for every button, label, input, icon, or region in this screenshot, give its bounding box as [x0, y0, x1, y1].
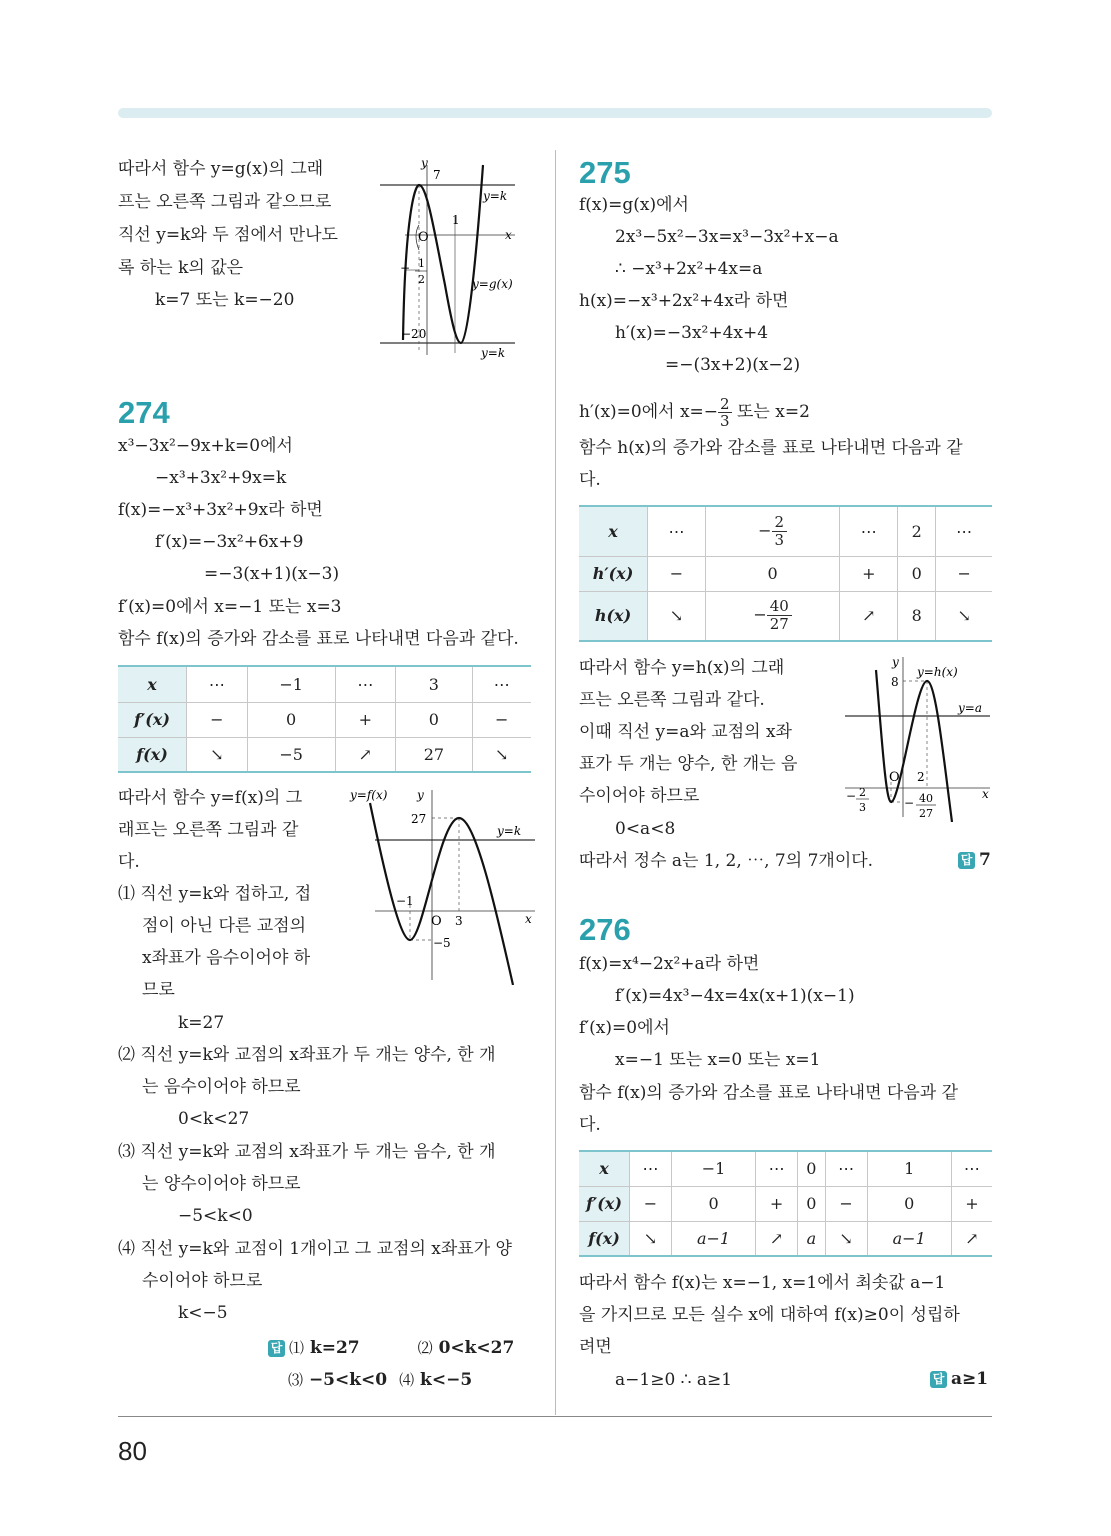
text: h′(x)=0에서 x=− [579, 402, 719, 422]
answer-label: ⑷ [399, 1371, 415, 1389]
table-cell: f(x) [118, 737, 187, 772]
label-half-den: 2 [418, 273, 425, 286]
y-axis-label: y [417, 788, 424, 802]
solution-line: 따라서 함수 y=h(x)의 그래 [579, 658, 785, 678]
frac-den: 3 [859, 801, 866, 814]
table-cell: ⋯ [840, 506, 898, 556]
label-2: 2 [917, 770, 925, 784]
table-cell-frac [705, 591, 839, 641]
case-result: 0<k<27 [178, 1109, 250, 1129]
solution-line: 래프는 오른쪽 그림과 같 [118, 820, 299, 840]
label-3: 3 [455, 914, 463, 928]
solution-line: 2x³−5x²−3x=x³−3x²+x−a [615, 227, 839, 247]
answer-value: a≥1 [951, 1369, 989, 1389]
table-cell: ↘ [472, 737, 531, 772]
table-cell: ↗ [756, 1221, 798, 1256]
table-cell: ↘ [630, 1221, 672, 1256]
solution-line: −x³+3x²+9x=k [155, 468, 287, 488]
neg: − [758, 520, 772, 540]
case-line: 는 음수이어야 하므로 [142, 1077, 301, 1097]
graph-f-274 [345, 785, 540, 985]
table-cell: ↘ [187, 737, 248, 772]
table-cell: ⋯ [756, 1151, 798, 1186]
answer-value: 0<k<27 [438, 1338, 515, 1358]
table-cell: ⋯ [630, 1151, 672, 1186]
x-axis-label: x [525, 912, 532, 926]
table-cell: − [630, 1186, 672, 1221]
frac-den: 3 [720, 412, 730, 430]
label-7: 7 [433, 168, 441, 182]
y-axis-label: y [421, 156, 428, 170]
solution-line: f(x)=x⁴−2x²+a라 하면 [579, 954, 760, 974]
label-y-k: y=k [497, 824, 522, 838]
solution-line: 다. [579, 1115, 601, 1135]
solution-line: f′(x)=4x³−4x=4x(x+1)(x−1) [615, 986, 855, 1006]
table-cell: ⋯ [472, 666, 531, 702]
intro-result: k=7 또는 k=−20 [155, 290, 295, 310]
table-cell: 0 [798, 1151, 826, 1186]
answer-label: ⑶ [288, 1371, 304, 1389]
table-cell: − [187, 702, 248, 737]
table-cell: −5 [247, 737, 335, 772]
frac-num: 2 [720, 395, 730, 413]
table-cell: + [840, 556, 898, 591]
answer-276 [930, 1369, 988, 1389]
case-result: −5<k<0 [178, 1206, 253, 1226]
intro-line: 직선 y=k와 두 점에서 만나도 [118, 225, 338, 245]
label-y-k-top: y=k [483, 189, 508, 203]
table-cell: ↘ [936, 591, 992, 641]
table-cell: f′(x) [579, 1186, 630, 1221]
answer-badge: 답 [958, 852, 975, 869]
table-cell: ⋯ [187, 666, 248, 702]
solution-line: 다. [579, 470, 601, 490]
table-cell: 0 [247, 702, 335, 737]
intro-line: 프는 오른쪽 그림과 같으므로 [118, 192, 332, 212]
solution-line: f(x)=−x³+3x²+9x라 하면 [118, 500, 323, 520]
solution-line: 함수 f(x)의 증가와 감소를 표로 나타내면 다음과 같 [579, 1083, 958, 1103]
solution-line: 이때 직선 y=a와 교점의 x좌 [579, 722, 792, 742]
answer-value: −5<k<0 [308, 1370, 388, 1390]
solution-line: 표가 두 개는 양수, 한 개는 음 [579, 754, 798, 774]
svg-text:−: − [400, 261, 411, 275]
table-cell: x [579, 1151, 630, 1186]
table-cell: a−1 [671, 1221, 755, 1256]
x-axis-label: x [505, 228, 512, 242]
table-cell: a−1 [867, 1221, 951, 1256]
column-divider [555, 150, 556, 1415]
table-cell: ↗ [335, 737, 396, 772]
answer-badge: 답 [930, 1371, 947, 1388]
table-cell: ⋯ [951, 1151, 992, 1186]
table-cell: 3 [396, 666, 472, 702]
critical-points-line [579, 396, 810, 429]
solution-line: =−3(x+1)(x−3) [204, 564, 340, 584]
table-cell: ↗ [840, 591, 898, 641]
table-cell: 27 [396, 737, 472, 772]
solution-line: f′(x)=0에서 x=−1 또는 x=3 [118, 597, 342, 617]
answer-label: ⑴ [289, 1339, 305, 1357]
solution-line: f′(x)=0에서 [579, 1018, 670, 1038]
label-y-f: y=f(x) [350, 788, 388, 802]
answer-274-line2 [288, 1369, 472, 1390]
answer-275 [958, 850, 991, 870]
table-cell: − [472, 702, 531, 737]
table-cell: h′(x) [579, 556, 648, 591]
label-1: 1 [452, 213, 460, 227]
table-cell: + [951, 1186, 992, 1221]
case-line: ⑷ 직선 y=k와 교점이 1개이고 그 교점의 x좌표가 양 [118, 1239, 512, 1259]
text: 또는 x=2 [731, 402, 810, 422]
table-cell: ⋯ [335, 666, 396, 702]
frac-num: 2 [859, 786, 866, 799]
solution-line: x³−3x²−9x+k=0에서 [118, 436, 293, 456]
case-result: k<−5 [178, 1303, 228, 1323]
origin-label: O [418, 230, 429, 245]
origin-label: O [889, 770, 900, 785]
solution-line: 함수 f(x)의 증가와 감소를 표로 나타내면 다음과 같다. [118, 629, 519, 649]
table-cell: a [798, 1221, 826, 1256]
table-cell: 0 [671, 1186, 755, 1221]
solution-line: 프는 오른쪽 그림과 같다. [579, 690, 765, 710]
table-cell: 1 [867, 1151, 951, 1186]
frac-num: 2 [772, 514, 788, 532]
solution-line: 려면 [579, 1337, 612, 1357]
solution-line: f′(x)=−3x²+6x+9 [155, 532, 304, 552]
x-axis-label: x [982, 787, 989, 801]
solution-line: =−(3x+2)(x−2) [665, 355, 801, 375]
graph-h [840, 652, 995, 822]
table-cell: f(x) [579, 1221, 630, 1256]
intro-line: 록 하는 k의 값은 [118, 258, 244, 278]
solution-line: 수이어야 하므로 [579, 786, 700, 806]
case-line: 수이어야 하므로 [142, 1271, 263, 1291]
curve-f [370, 803, 513, 985]
frac-num: 40 [767, 598, 792, 616]
sign-table-275 [579, 505, 992, 642]
label-minus-20: −20 [401, 327, 427, 341]
table-cell: − [648, 556, 706, 591]
case-line: 므로 [142, 980, 175, 1000]
frac-den: 27 [769, 615, 789, 634]
label-y-k-bottom: y=k [481, 346, 506, 360]
y-axis-label: y [892, 655, 899, 669]
table-cell: ↘ [825, 1221, 867, 1256]
table-cell: 0 [396, 702, 472, 737]
sign-table-274 [118, 665, 531, 773]
page-number: 80 [118, 1436, 147, 1466]
frac-num: 40 [919, 792, 933, 805]
case-line: x좌표가 음수이어야 하 [142, 948, 311, 968]
solution-line: 따라서 함수 f(x)는 x=−1, x=1에서 최솟값 a−1 [579, 1273, 946, 1293]
solution-line: x=−1 또는 x=0 또는 x=1 [615, 1050, 821, 1070]
label-y-a: y=a [958, 701, 982, 715]
label-y-g: y=g(x) [472, 277, 513, 291]
label-minus-5: −5 [433, 936, 451, 950]
table-cell: 0 [798, 1186, 826, 1221]
neg-sign: − [904, 796, 915, 810]
solution-line: f(x)=g(x)에서 [579, 195, 689, 215]
label-27: 27 [411, 812, 427, 826]
origin-label: O [431, 914, 442, 929]
solution-line: 함수 h(x)의 증가와 감소를 표로 나타내면 다음과 같 [579, 438, 963, 458]
table-cell: f′(x) [118, 702, 187, 737]
neg-sign: − [846, 789, 857, 803]
table-cell-frac [705, 506, 839, 556]
solution-line: 을 가지므로 모든 실수 x에 대하여 f(x)≥0이 성립하 [579, 1305, 960, 1325]
case-line: 는 양수이어야 하므로 [142, 1174, 301, 1194]
table-cell: − [825, 1186, 867, 1221]
problem-number-274: 274 [118, 395, 170, 430]
graph-g [375, 155, 545, 365]
solution-result: a−1≥0 ∴ a≥1 [615, 1370, 733, 1390]
table-cell: ↘ [648, 591, 706, 641]
solution-result: 0<a<8 [615, 819, 676, 839]
table-cell: 0 [867, 1186, 951, 1221]
problem-number-275: 275 [579, 155, 631, 190]
label-8: 8 [891, 675, 899, 689]
table-cell: 0 [705, 556, 839, 591]
bottom-rule [118, 1416, 992, 1417]
frac-den: 3 [774, 530, 785, 549]
frac-den: 27 [919, 807, 933, 820]
table-cell: x [118, 666, 187, 702]
label-half-num: 1 [418, 257, 425, 270]
table-cell: x [579, 506, 648, 556]
solution-line: h′(x)=−3x²+4x+4 [615, 323, 769, 343]
solution-line: ∴ −x³+2x²+4x=a [615, 259, 763, 279]
table-cell: ↗ [951, 1221, 992, 1256]
answer-value: k=27 [309, 1338, 360, 1358]
case-line: ⑴ 직선 y=k와 접하고, 접 [118, 884, 312, 904]
answer-value: k<−5 [420, 1370, 473, 1390]
table-cell: + [335, 702, 396, 737]
answer-label: ⑵ [417, 1339, 433, 1357]
case-line: ⑵ 직선 y=k와 교점의 x좌표가 두 개는 양수, 한 개 [118, 1045, 496, 1065]
top-decor-bar [118, 108, 992, 118]
table-cell: 2 [898, 506, 936, 556]
table-cell: −1 [671, 1151, 755, 1186]
solution-line: 따라서 정수 a는 1, 2, ⋯, 7의 7개이다. [579, 851, 874, 871]
table-cell: 0 [898, 556, 936, 591]
problem-number-276: 276 [579, 912, 631, 947]
table-cell: h(x) [579, 591, 648, 641]
table-cell: + [756, 1186, 798, 1221]
sign-table-276 [579, 1150, 992, 1257]
case-result: k=27 [178, 1013, 225, 1033]
case-line: ⑶ 직선 y=k와 교점의 x좌표가 두 개는 음수, 한 개 [118, 1142, 496, 1162]
answer-value: 7 [979, 850, 991, 870]
table-cell: ⋯ [648, 506, 706, 556]
answer-274-line1 [268, 1337, 514, 1358]
solution-line: 따라서 함수 y=f(x)의 그 [118, 788, 303, 808]
table-cell: ⋯ [825, 1151, 867, 1186]
solution-line: 다. [118, 852, 140, 872]
intro-line: 따라서 함수 y=g(x)의 그래 [118, 159, 324, 179]
answer-badge: 답 [268, 1340, 285, 1357]
curve-g [403, 165, 483, 343]
neg: − [753, 605, 767, 625]
case-line: 점이 아닌 다른 교점의 [142, 916, 307, 936]
label-minus-1: −1 [396, 894, 414, 908]
table-cell: −1 [247, 666, 335, 702]
solution-line: h(x)=−x³+2x²+4x라 하면 [579, 291, 789, 311]
label-y-h: y=h(x) [917, 665, 958, 679]
table-cell: − [936, 556, 992, 591]
table-cell: 8 [898, 591, 936, 641]
table-cell: ⋯ [936, 506, 992, 556]
